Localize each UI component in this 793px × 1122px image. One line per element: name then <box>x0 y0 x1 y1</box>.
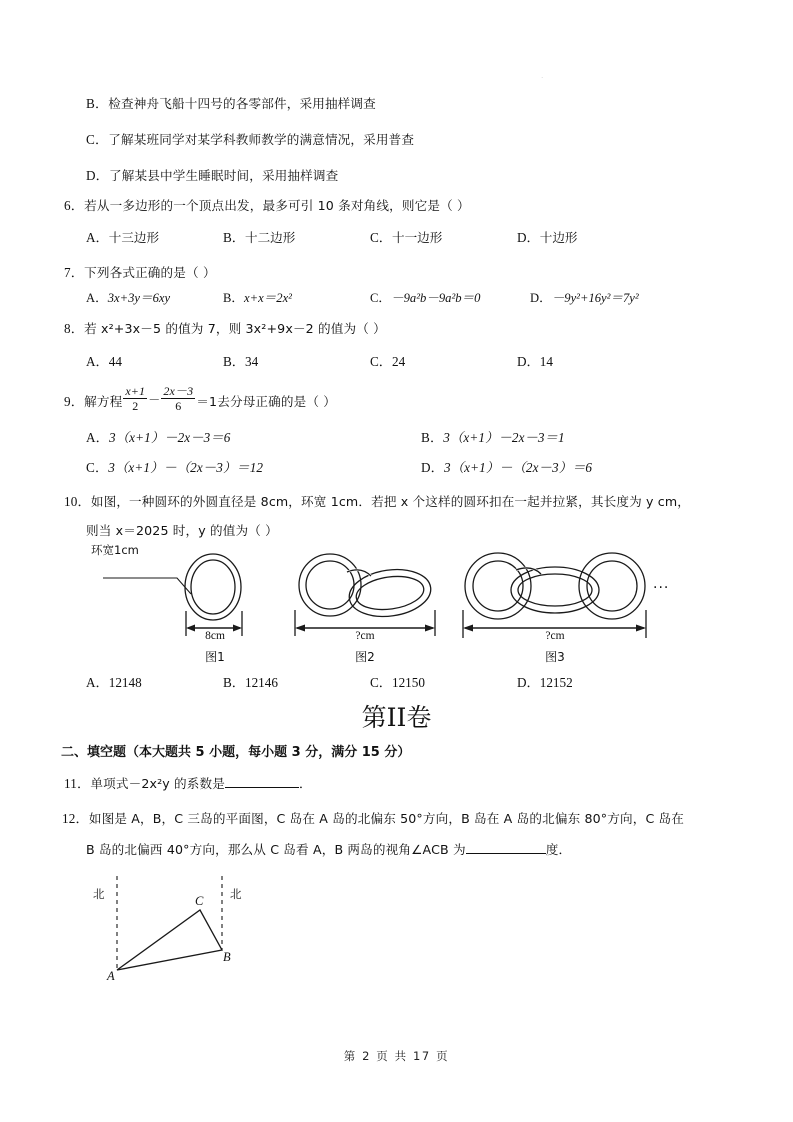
vertex-label-b: B <box>223 950 231 964</box>
q7-option-a <box>86 289 223 308</box>
q8-option-c-text: 24 <box>391 354 406 369</box>
fig3-ring3-outer <box>579 553 645 619</box>
q7-option-a-label: A． <box>86 291 108 305</box>
q6-option-c-text: 十一边形 <box>391 230 443 245</box>
north-label-left: 北 <box>93 887 105 901</box>
q10-stem-line1 <box>64 492 690 511</box>
q11-stem-before: 单项式－2x²y 的系数是 <box>90 776 226 791</box>
q8-option-d-text: 14 <box>539 354 553 369</box>
volume-heading: 第II卷 <box>361 703 432 732</box>
q10-figure <box>85 543 685 668</box>
q10-option-c <box>370 673 517 692</box>
q5-option-d <box>86 166 338 185</box>
q11-answer-blank[interactable] <box>225 774 299 788</box>
q10-option-d-text: 12152 <box>539 675 573 690</box>
q9-fraction-2 <box>161 385 195 413</box>
fig3-arrow-right <box>636 625 646 632</box>
q7-option-c-text: －9a²b－9a²b＝0 <box>391 291 481 305</box>
q7-stem <box>64 263 216 282</box>
q10-option-a <box>86 673 223 692</box>
q9-option-d-text: 3（x+1）－（2x－3）＝6 <box>444 460 593 475</box>
q12-stem-text-1: 如图是 A，B，C 三岛的平面图，C 岛在 A 岛的北偏东 50°方向，B 岛在 A 岛的北偏东 80°方向，C 岛在 <box>88 811 685 826</box>
q9-number: 9． <box>64 394 85 409</box>
section-2-heading: 二、填空题（本大题共 5 小题，每小题 3 分，满分 15 分） <box>61 745 411 760</box>
q5-option-b-text: 检查神舟飞船十四号的各零部件，采用抽样调查 <box>108 96 376 111</box>
vertex-label-a: A <box>107 969 115 983</box>
q8-stem-text: 若 x²+3x－5 的值为 7，则 3x²+9x－2 的值为（ ） <box>84 321 386 336</box>
q9-option-c-label: C． <box>86 460 109 475</box>
vertex-label-c: C <box>195 894 204 908</box>
q8-option-b-label: B． <box>223 354 245 369</box>
q7-option-d-text: －9y²+16y²＝7y² <box>551 291 639 305</box>
fig3-caption: 图3 <box>545 650 565 664</box>
q6-number: 6． <box>64 198 85 213</box>
q11-number: 11． <box>64 776 91 791</box>
fig3-ring1-outer <box>465 553 531 619</box>
q12-stem-text-3: 度． <box>545 842 572 857</box>
fig2-caption: 图2 <box>355 650 375 664</box>
q10-stem-text-2: 则当 x＝2025 时，y 的值为（ ） <box>86 523 278 538</box>
q9-stem <box>64 386 336 414</box>
q12-stem-line2 <box>86 840 571 859</box>
q8-option-b <box>223 352 370 371</box>
q5-option-b <box>86 94 376 113</box>
q9-option-a <box>86 428 230 447</box>
q8-option-a <box>86 352 223 371</box>
triangle-abc <box>117 910 222 970</box>
q10-number: 10． <box>64 494 91 509</box>
q8-option-a-label: A． <box>86 354 109 369</box>
fig1-dimension-label: 8cm <box>205 630 225 642</box>
q10-option-b-text: 12146 <box>244 675 278 690</box>
fig1-caption: 图1 <box>205 650 225 664</box>
q10-option-c-text: 12150 <box>391 675 425 690</box>
q5-option-c-label: C． <box>86 132 109 147</box>
q10-option-d-label: D． <box>517 675 540 690</box>
q9-fraction-2-denominator: 6 <box>175 399 182 413</box>
q12-stem-text-2: B 岛的北偏西 40°方向，那么从 C 岛看 A，B 两岛的视角∠ACB 为 <box>86 842 466 857</box>
q12-figure <box>85 872 265 992</box>
q6-option-d-text: 十边形 <box>539 230 578 245</box>
q5-option-d-text: 了解某县中学生睡眠时间，采用抽样调查 <box>109 168 339 183</box>
fig2-ring2-inner <box>354 572 426 613</box>
q5-option-c <box>86 130 414 149</box>
q12-stem-line1 <box>62 809 684 828</box>
q6-option-c <box>370 228 517 247</box>
q8-option-c <box>370 352 517 371</box>
fig3-ring3-inner <box>587 561 637 611</box>
fig3-dimension-label: ?cm <box>545 630 565 642</box>
q8-option-a-text: 44 <box>108 354 122 369</box>
fig2-ring1-inner <box>306 561 354 609</box>
fig1-ring-outer <box>185 554 241 620</box>
q7-option-c-label: C． <box>370 291 391 305</box>
q6-option-b-label: B． <box>223 230 245 245</box>
q11-stem <box>64 774 312 793</box>
fig2-arrow-right <box>425 625 435 632</box>
q8-stem <box>64 319 386 338</box>
q10-stem-line2 <box>86 521 278 540</box>
q8-number: 8． <box>64 321 85 336</box>
fig3-arrow-left <box>463 625 473 632</box>
q9-option-b-text: 3（x+1）－2x－3＝1 <box>443 430 565 445</box>
q10-option-b-label: B． <box>223 675 245 690</box>
q6-option-d-label: D． <box>517 230 540 245</box>
q10-option-b <box>223 673 370 692</box>
q9-fraction-1-numerator: x+1 <box>125 384 146 398</box>
q6-option-d <box>517 228 578 247</box>
q6-option-b-text: 十二边形 <box>244 230 296 245</box>
q9-option-a-label: A． <box>86 430 110 445</box>
q7-option-b-label: B． <box>223 291 244 305</box>
q9-stem-before: 解方程 <box>84 394 123 409</box>
q10-options <box>86 673 573 692</box>
q10-option-d <box>517 673 573 692</box>
q7-option-d <box>530 289 639 308</box>
q5-option-b-label: B． <box>86 96 109 111</box>
q8-option-d-label: D． <box>517 354 540 369</box>
q7-option-d-label: D． <box>530 291 552 305</box>
q6-options <box>86 228 578 247</box>
q12-answer-blank[interactable] <box>466 840 546 854</box>
q11-stem-after: ． <box>299 776 312 791</box>
q12-number: 12． <box>62 811 89 826</box>
q9-option-b-label: B． <box>421 430 444 445</box>
q9-fraction-1-denominator: 2 <box>132 399 139 413</box>
q10-stem-text-1: 如图，一种圆环的外圆直径是 8cm，环宽 1cm．若把 x 个这样的圆环扣在一起并拉紧，其长度为 y cm， <box>90 494 691 509</box>
q7-option-c <box>370 289 530 308</box>
q8-option-b-text: 34 <box>244 354 259 369</box>
q7-options <box>86 289 639 308</box>
q9-option-a-text: 3（x+1）－2x－3＝6 <box>109 430 231 445</box>
fig3-ring1-inner <box>473 561 523 611</box>
q7-number: 7． <box>64 265 85 280</box>
q9-option-d-label: D． <box>421 460 445 475</box>
q6-stem <box>64 196 470 215</box>
north-label-right: 北 <box>230 887 242 901</box>
q7-option-b-text: x+x＝2x² <box>244 291 292 305</box>
q9-option-c-text: 3（x+1）－（2x－3）＝12 <box>108 460 264 475</box>
q9-fraction-1 <box>123 385 147 413</box>
q8-option-c-label: C． <box>370 354 392 369</box>
q7-option-a-text: 3x+3y＝6xy <box>107 291 171 305</box>
q8-options <box>86 352 553 371</box>
q8-option-d <box>517 352 553 371</box>
fig3-ring2-inner <box>518 574 592 606</box>
q9-option-d <box>421 458 592 477</box>
q6-option-b <box>223 228 370 247</box>
q6-option-a-text: 十三边形 <box>108 230 160 245</box>
q6-option-a <box>86 228 223 247</box>
q5-option-c-text: 了解某班同学对某学科教师教学的满意情况，采用普查 <box>108 132 415 147</box>
q9-fraction-2-numerator: 2x－3 <box>163 384 194 398</box>
fig2-arrow-left <box>295 625 305 632</box>
q10-option-c-label: C． <box>370 675 392 690</box>
q9-minus-sign: － <box>148 392 161 407</box>
q7-stem-text: 下列各式正确的是（ ） <box>84 265 216 280</box>
q9-option-c <box>86 458 263 477</box>
fig1-leader-line <box>103 578 191 594</box>
page-footer: 第 2 页 共 17 页 <box>343 1049 450 1063</box>
q9-option-b <box>421 428 565 447</box>
q6-stem-text: 若从一多边形的一个顶点出发，最多可引 10 条对角线，则它是（ ） <box>84 198 470 213</box>
ring-width-label: 环宽1cm <box>91 543 139 557</box>
q5-option-d-label: D． <box>86 168 110 183</box>
q7-option-b <box>223 289 370 308</box>
fig1-ring-inner <box>191 560 235 614</box>
scan-artifact: · <box>541 74 544 82</box>
fig2-ring1-outer <box>299 554 361 616</box>
fig3-ellipsis: ... <box>653 576 670 592</box>
q9-stem-after: ＝1去分母正确的是（ ） <box>196 394 337 409</box>
q10-option-a-text: 12148 <box>108 675 142 690</box>
q6-option-a-label: A． <box>86 230 109 245</box>
q10-option-a-label: A． <box>86 675 109 690</box>
q6-option-c-label: C． <box>370 230 392 245</box>
fig2-dimension-label: ?cm <box>355 630 375 642</box>
